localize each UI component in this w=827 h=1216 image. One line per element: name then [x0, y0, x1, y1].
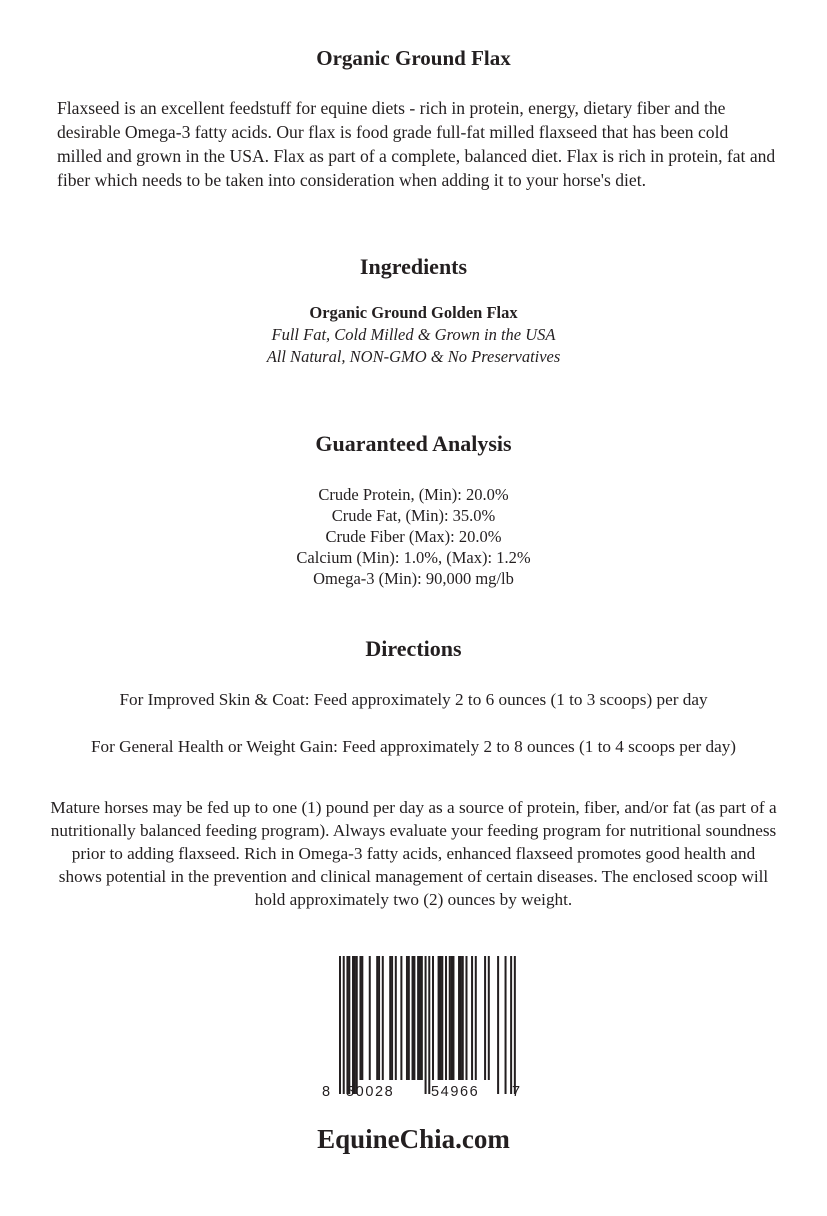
- barcode-bar: [406, 956, 408, 1080]
- ingredient-name: Organic Ground Golden Flax: [309, 303, 518, 322]
- barcode-digit-first: 8: [322, 1084, 331, 1100]
- barcode-bar: [395, 956, 397, 1080]
- barcode-digits-right: 54966: [431, 1084, 480, 1100]
- ingredient-note: All Natural, NON-GMO & No Preservatives: [266, 347, 561, 366]
- barcode-bar: [452, 956, 454, 1080]
- analysis-line: Crude Protein, (Min): 20.0%: [318, 485, 509, 504]
- barcode-bar: [475, 956, 477, 1080]
- barcode-bar: [488, 956, 490, 1080]
- website-url: EquineChia.com: [317, 1124, 510, 1154]
- barcode-bar: [462, 956, 464, 1080]
- barcode-digits-left: 50028: [346, 1084, 395, 1100]
- barcode-bar: [445, 956, 447, 1080]
- barcode-bar: [361, 956, 363, 1080]
- barcode-bar: [408, 956, 410, 1080]
- barcode-bar: [413, 956, 415, 1080]
- ingredients-heading: Ingredients: [359, 254, 468, 279]
- barcode-bar: [505, 956, 507, 1094]
- barcode-bar: [369, 956, 371, 1080]
- barcode-bar: [465, 956, 467, 1080]
- analysis-list: [0, 484, 827, 589]
- barcode-bar: [343, 956, 345, 1094]
- barcode-bar: [419, 956, 421, 1080]
- barcode-bar: [460, 956, 462, 1080]
- barcode-bar: [356, 956, 358, 1094]
- intro-paragraph: Flaxseed is an excellent feedstuff for equine diets - rich in protein, energy, dietary fiber and the desirable Omega-3 fatty acids. Our flax is food grade full-fat milled flaxseed that has been cold milled and grown in the USA. Flax as part of a complete, balanced diet. Flax is rich in protein, fat and fiber which needs to be taken into consideration when adding it to your horse's diet.: [57, 98, 776, 190]
- barcode-bar: [428, 956, 430, 1094]
- direction-mature-horses: Mature horses may be fed up to one (1) pound per day as a source of protein, fiber, and/or fat (as part of a nutritionally balanced feeding program). Always evaluate your feeding program for nutritional soundness prior to adding flaxseed. Rich in Omega-3 fatty acids, enhanced flaxseed promotes good health and shows potential in the prevention and clinical management of certain diseases. The enclosed scoop will hold approximately two (2) ounces by weight.: [50, 798, 777, 909]
- barcode-digit-last: 7: [512, 1084, 521, 1100]
- barcode-bar: [352, 956, 354, 1094]
- product-title: Organic Ground Flax: [316, 46, 511, 70]
- barcode-bar: [339, 956, 341, 1094]
- barcode-bar: [389, 956, 391, 1080]
- barcode-bar: [412, 956, 414, 1080]
- barcode-bar: [378, 956, 380, 1080]
- barcode-bar: [514, 956, 516, 1094]
- analysis-line: Crude Fiber (Max): 20.0%: [325, 527, 502, 546]
- barcode-bar: [348, 956, 350, 1094]
- barcode-bar: [417, 956, 419, 1080]
- barcode-bar: [376, 956, 378, 1080]
- barcode-bar: [449, 956, 451, 1080]
- directions-heading: Directions: [365, 636, 462, 661]
- barcode-bar: [425, 956, 427, 1094]
- direction-skin-coat: For Improved Skin & Coat: Feed approximately 2 to 6 ounces (1 to 3 scoops) per day: [119, 690, 708, 709]
- direction-general-health: For General Health or Weight Gain: Feed approximately 2 to 8 ounces (1 to 4 scoops per day): [90, 737, 737, 756]
- barcode-bar: [400, 956, 402, 1080]
- barcode-bar: [354, 956, 356, 1094]
- barcode-bar: [346, 956, 348, 1094]
- analysis-line: Omega-3 (Min): 90,000 mg/lb: [313, 569, 514, 588]
- barcode-bar: [484, 956, 486, 1080]
- barcode-number: [322, 1084, 522, 1104]
- barcode-bar: [382, 956, 384, 1080]
- ingredient-note: Full Fat, Cold Milled & Grown in the USA: [271, 325, 556, 344]
- barcode-bar: [451, 956, 453, 1080]
- barcode-bar: [471, 956, 473, 1080]
- barcode-bar: [438, 956, 440, 1080]
- barcode-bar: [441, 956, 443, 1080]
- barcode-bar: [432, 956, 434, 1080]
- ingredients-list: [0, 302, 827, 368]
- analysis-heading: Guaranteed Analysis: [315, 431, 512, 456]
- barcode-bar: [359, 956, 361, 1080]
- barcode-bar: [421, 956, 423, 1080]
- barcode-bar: [497, 956, 499, 1094]
- barcode-bar: [439, 956, 441, 1080]
- barcode-bar: [458, 956, 460, 1080]
- barcode-bar: [391, 956, 393, 1080]
- analysis-line: Calcium (Min): 1.0%, (Max): 1.2%: [296, 548, 531, 567]
- analysis-line: Crude Fat, (Min): 35.0%: [331, 506, 496, 525]
- barcode-bar: [510, 956, 512, 1094]
